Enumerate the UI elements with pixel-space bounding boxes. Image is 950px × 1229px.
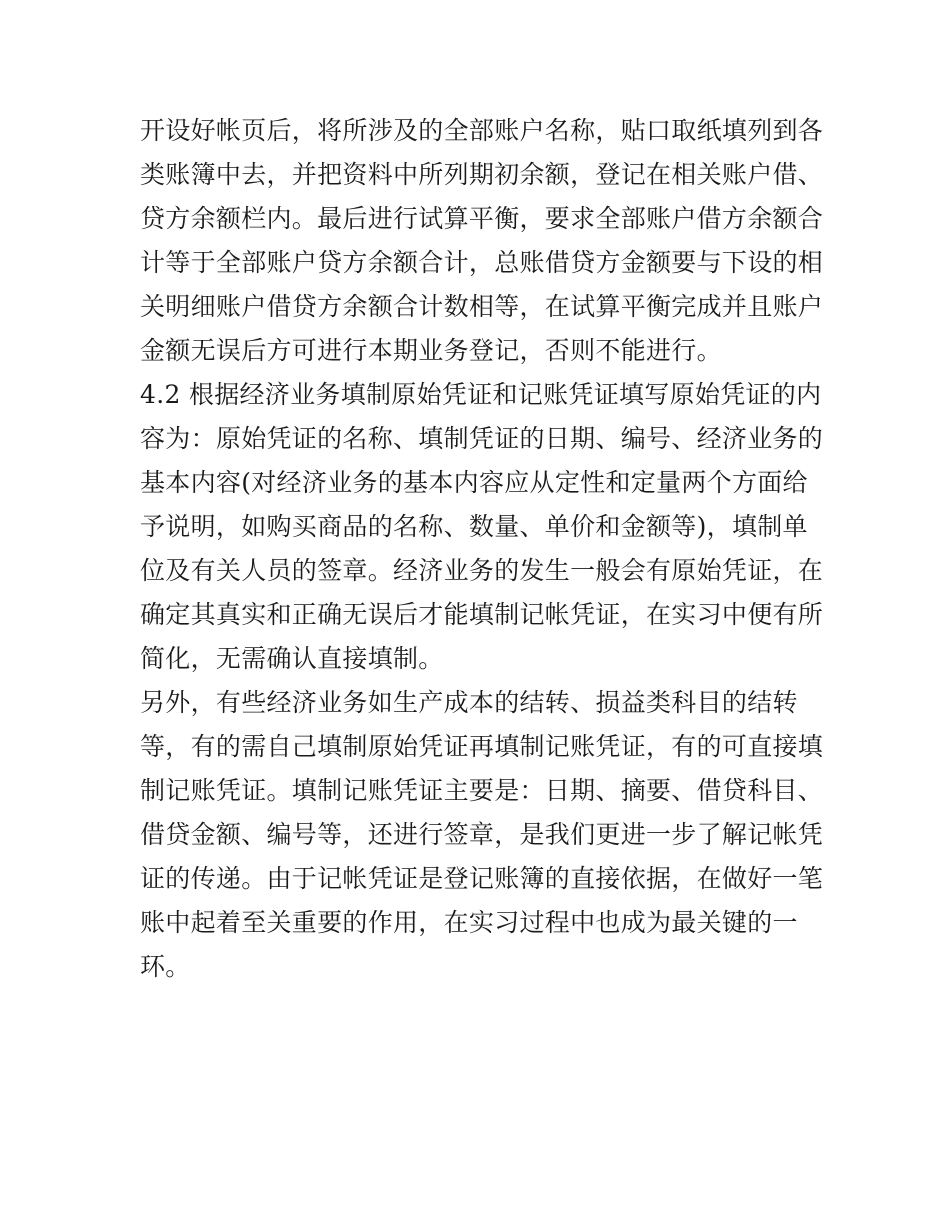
text-line: 借贷金额、编号等，还进行签章，是我们更进一步了解记帐凭 xyxy=(140,820,824,849)
text-line: 账中起着至关重要的作用，在实习过程中也成为最关键的一 xyxy=(140,908,798,937)
text-line: 环。 xyxy=(140,952,191,981)
text-line: 确定其真实和正确无误后才能填制记帐凭证，在实习中便有所 xyxy=(140,600,824,629)
text-line: 另外，有些经济业务如生产成本的结转、损益类科目的结转 xyxy=(140,688,798,717)
text-line: 容为：原始凭证的名称、填制凭证的日期、编号、经济业务的 xyxy=(140,424,824,453)
text-line: 证的传递。由于记帐凭证是登记账簿的直接依据，在做好一笔 xyxy=(140,864,824,893)
text-line: 开设好帐页后，将所涉及的全部账户名称，贴口取纸填列到各 xyxy=(140,116,824,145)
section-heading-line: 4.2 根据经济业务填制原始凭证和记账凭证填写原始凭证的内 xyxy=(140,380,822,409)
text-line: 等，有的需自己填制原始凭证再填制记账凭证，有的可直接填 xyxy=(140,732,824,761)
text-line: 予说明，如购买商品的名称、数量、单价和金额等)，填制单 xyxy=(140,512,808,541)
text-line: 基本内容(对经济业务的基本内容应从定性和定量两个方面给 xyxy=(140,468,808,497)
text-line: 类账簿中去，并把资料中所列期初余额，登记在相关账户借、 xyxy=(140,160,824,189)
text-line: 金额无误后方可进行本期业务登记，否则不能进行。 xyxy=(140,336,722,365)
text-line: 制记账凭证。填制记账凭证主要是：日期、摘要、借贷科目、 xyxy=(140,776,824,805)
text-line: 位及有关人员的签章。经济业务的发生一般会有原始凭证，在 xyxy=(140,556,824,585)
text-line: 简化，无需确认直接填制。 xyxy=(140,644,444,673)
text-line: 贷方余额栏内。最后进行试算平衡，要求全部账户借方余额合 xyxy=(140,204,824,233)
text-line: 关明细账户借贷方余额合计数相等，在试算平衡完成并且账户 xyxy=(140,292,824,321)
text-line: 计等于全部账户贷方余额合计，总账借贷方金额要与下设的相 xyxy=(140,248,824,277)
body-text xyxy=(140,109,824,989)
